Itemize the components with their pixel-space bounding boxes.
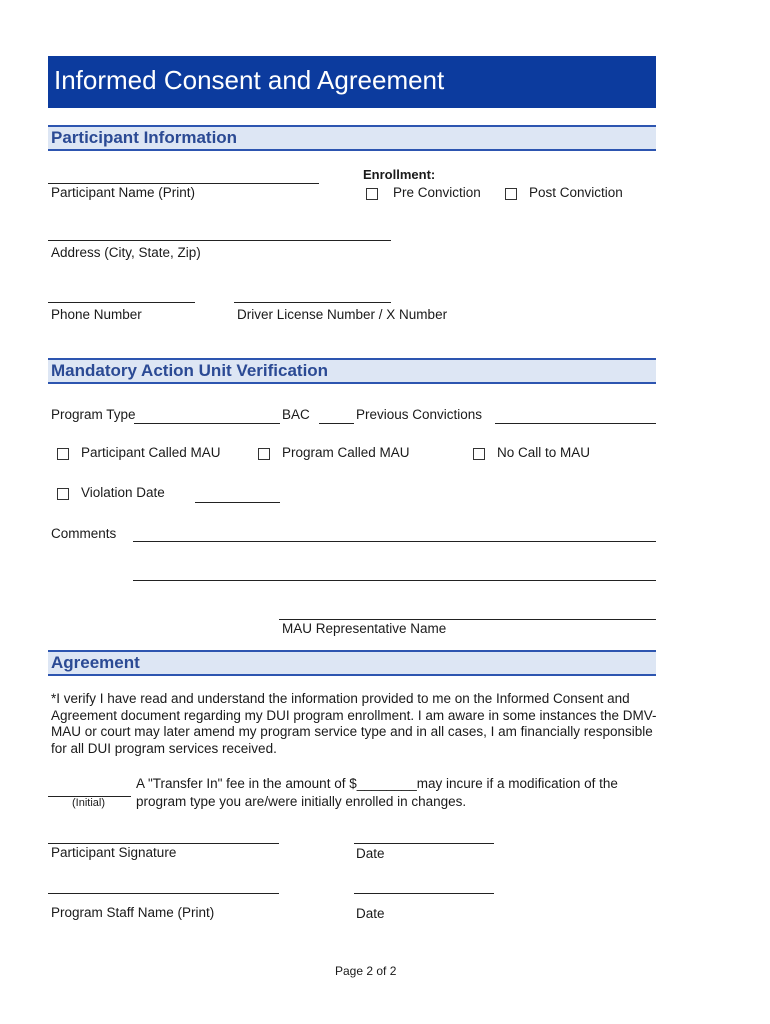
pre-conviction-label: Pre Conviction (393, 185, 481, 200)
mau-representative-field[interactable] (279, 619, 656, 620)
post-conviction-checkbox[interactable] (505, 188, 517, 200)
violation-date-field[interactable] (195, 502, 280, 503)
section-title-participant: Participant Information (51, 128, 238, 147)
transfer-fee-text-line-2: program type you are/were initially enrolled in changes. (136, 794, 467, 809)
no-call-mau-label: No Call to MAU (497, 445, 591, 460)
previous-convictions-field[interactable] (495, 423, 656, 424)
participant-name-field[interactable] (48, 183, 319, 184)
program-type-label: Program Type (51, 407, 136, 422)
phone-number-label: Phone Number (51, 307, 142, 322)
staff-date-field[interactable] (354, 893, 494, 894)
section-header-participant (48, 125, 656, 151)
bac-field[interactable] (319, 423, 354, 424)
participant-called-mau-checkbox[interactable] (57, 448, 69, 460)
title-bar (48, 56, 656, 108)
previous-convictions-label: Previous Convictions (356, 407, 483, 422)
signature-date-field[interactable] (354, 843, 494, 844)
bac-label: BAC (282, 407, 310, 422)
participant-signature-field[interactable] (48, 843, 279, 844)
enrollment-label: Enrollment: (363, 167, 436, 182)
driver-license-field[interactable] (234, 302, 391, 303)
pre-conviction-checkbox[interactable] (366, 188, 378, 200)
section-header-agreement (48, 650, 656, 676)
address-label: Address (City, State, Zip) (51, 245, 201, 260)
section-title-mau: Mandatory Action Unit Verification (51, 361, 329, 380)
post-conviction-label: Post Conviction (529, 185, 623, 200)
participant-name-label: Participant Name (Print) (51, 185, 196, 200)
staff-date-label: Date (356, 906, 385, 921)
no-call-mau-checkbox[interactable] (473, 448, 485, 460)
driver-license-label: Driver License Number / X Number (237, 307, 448, 322)
participant-signature-label: Participant Signature (51, 845, 177, 860)
violation-date-checkbox[interactable] (57, 488, 69, 500)
phone-number-field[interactable] (48, 302, 195, 303)
violation-date-label: Violation Date (81, 485, 165, 500)
mau-representative-label: MAU Representative Name (282, 621, 447, 636)
comments-field-line-1[interactable] (133, 541, 656, 542)
program-called-mau-checkbox[interactable] (258, 448, 270, 460)
initial-label: (Initial) (72, 797, 106, 809)
comments-label: Comments (51, 526, 117, 541)
staff-name-label: Program Staff Name (Print) (51, 905, 215, 920)
transfer-fee-text-line-1: A "Transfer In" fee in the amount of $________may incure if a modification of the (136, 776, 618, 791)
staff-name-field[interactable] (48, 893, 279, 894)
page-number: Page 2 of 2 (335, 964, 397, 978)
signature-date-label: Date (356, 846, 385, 861)
address-field[interactable] (48, 240, 391, 241)
section-title-agreement: Agreement (51, 653, 140, 672)
participant-called-mau-label: Participant Called MAU (81, 445, 221, 460)
agreement-paragraph: *I verify I have read and understand the information provided to me on the Informed Consent and Agreement document regarding my DUI program enrollment. I am aware in some instances the DMV-MAU or court may later amend my program service type and in all cases, I am financially responsible for all DUI program services received. (51, 691, 657, 756)
page-title: Informed Consent and Agreement (54, 65, 445, 95)
comments-field-line-2[interactable] (133, 580, 656, 581)
program-called-mau-label: Program Called MAU (282, 445, 410, 460)
program-type-field[interactable] (134, 423, 280, 424)
section-header-mau (48, 358, 656, 384)
